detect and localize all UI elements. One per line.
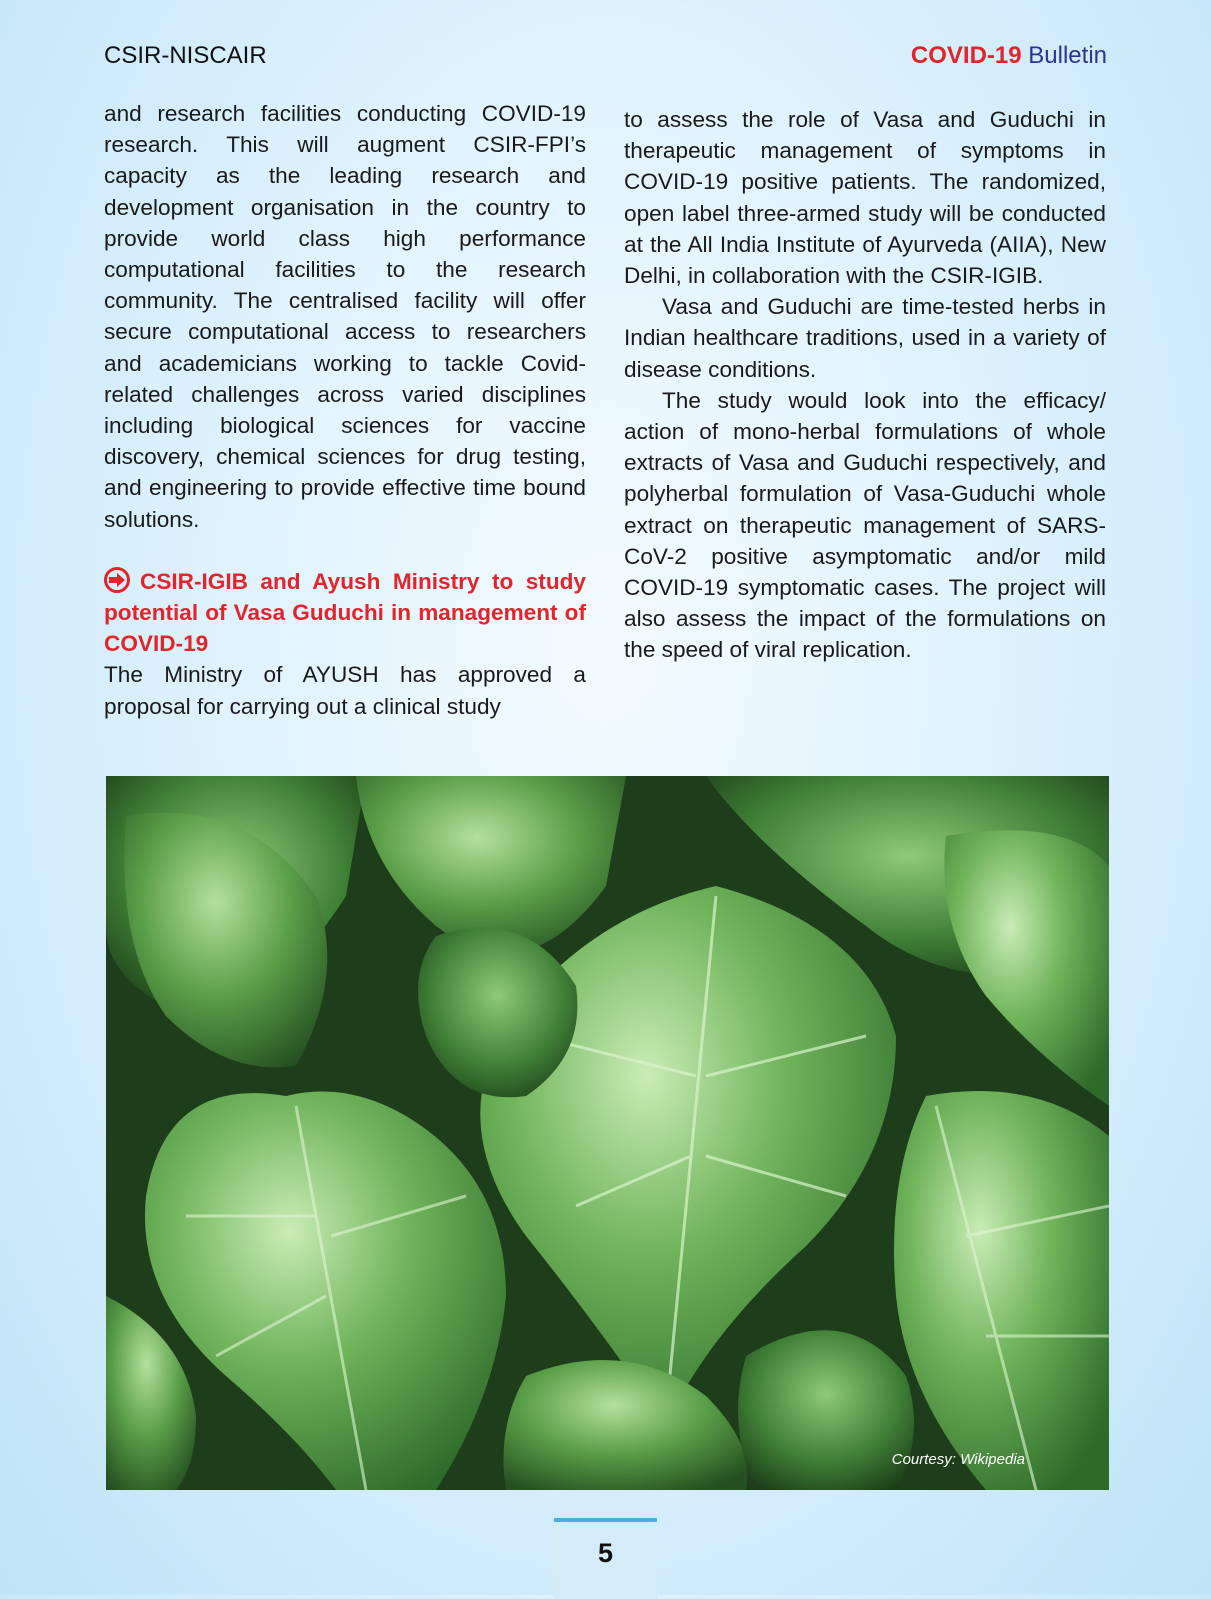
right-paragraph-3: The study would look into the efficacy/ action of mono-herbal formulations of whole extracts of Vasa and Guduchi respectively, and polyherbal formulation of Vasa-Guduchi whole extract on therapeutic management of SARS-CoV-2 positive asymptomatic and/or mild COVID-19 symptomatic cases. The project will also assess the impact of the formulations on the speed of viral replication.	[624, 387, 1106, 663]
left-column	[104, 98, 586, 722]
guduchi-leaves-photo	[106, 776, 1109, 1490]
bulletin-title-word: Bulletin	[1028, 42, 1107, 69]
left-paragraph-1: and research facilities conducting COVID-19 research. This will augment CSIR-FPI’s capacity as the leading research and development organisation in the country to provide world class high performance computational facilities to the research community. The centralised facility will offer secure computational access to researchers and academicians working to tackle Covid-related challenges across varied disciplines including biological sciences for vaccine discovery, chemical sciences for drug testing, and engineering to provide effective time bound solutions.	[104, 101, 586, 532]
right-column	[624, 104, 1106, 666]
leaves-illustration	[106, 776, 1109, 1490]
left-paragraph-2: The Ministry of AYUSH has approved a proposal for carrying out a clinical study	[104, 662, 586, 719]
photo-credit: Courtesy: Wikipedia	[891, 1451, 1025, 1468]
right-paragraph-2: Vasa and Guduchi are time-tested herbs in Indian healthcare traditions, used in a variety of disease conditions.	[624, 294, 1106, 382]
page-number: 5	[597, 1538, 614, 1568]
page-number-box	[554, 1518, 657, 1599]
bulletin-title	[911, 42, 1107, 70]
bulletin-title-covid: COVID-19	[910, 42, 1022, 69]
publisher-name: CSIR-NISCAIR	[104, 42, 267, 69]
arrow-circle-icon	[104, 567, 130, 593]
right-paragraph-1: to assess the role of Vasa and Guduchi in therapeutic management of symptoms in COVID-19 positive patients. The randomized, open label three-armed study will be conducted at the All India Institute of Ayurveda (AIIA), New Delhi, in collaboration with the CSIR-IGIB.	[624, 107, 1106, 289]
section-heading	[104, 566, 586, 660]
section-heading-text: CSIR-IGIB and Ayush Ministry to study potential of Vasa Guduchi in management of COVID-19	[104, 568, 586, 657]
